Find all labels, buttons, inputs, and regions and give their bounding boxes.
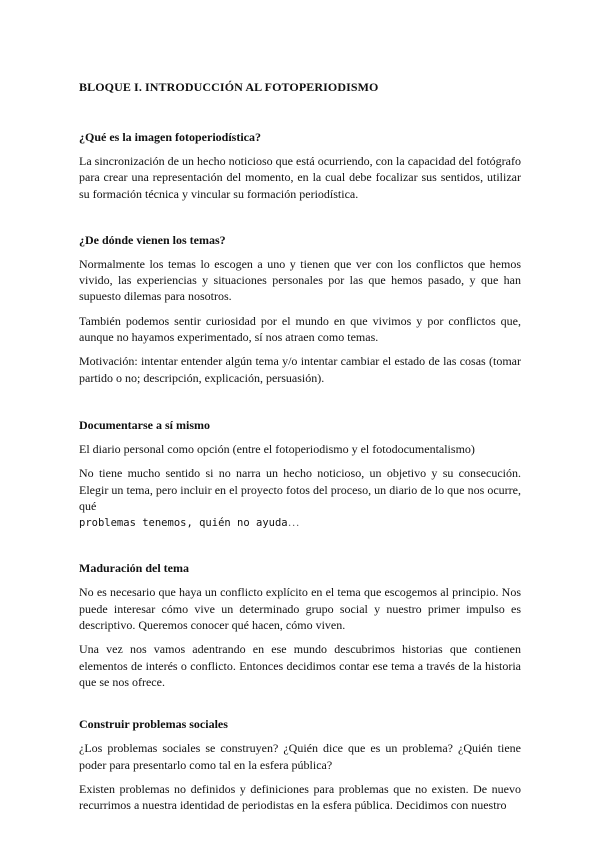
trailing-ellipsis: … (287, 515, 300, 530)
section-heading: Maduración del tema (79, 561, 189, 576)
paragraph-text: No tiene mucho sentido si no narra un hecho noticioso, un objetivo y su consecución. Elegir un tema, pero incluir en el proyecto fotos del proceso, un diario de lo que nos ocurre, qué (79, 466, 521, 513)
paragraph: La sincronización de un hecho noticioso que está ocurriendo, con la capacidad del fotógrafo para crear una representación del momento, en la cual debe focalizar sus sentidos, utilizar su formación técnica y vincular su formación periodística. (79, 154, 521, 201)
paragraph: También podemos sentir curiosidad por el mundo en que vivimos y por conflictos que, aunque no hayamos experimentado, sí nos atraen como temas. (79, 313, 521, 345)
paragraph: ¿Los problemas sociales se construyen? ¿Quién dice que es un problema? ¿Quién tiene poder para presentarlo como tal en la esfera pública? (79, 741, 521, 772)
section-maduracion (79, 560, 521, 690)
section-heading: Documentarse a sí mismo (79, 417, 210, 432)
paragraph: No es necesario que haya un conflicto explícito en el tema que escogemos al principio. Nos puede interesar cómo vive un determinado grupo social y nuestro primer impulso es descriptivo. Queremos conocer qué hacen, cómo viven. (79, 585, 521, 633)
section-imagen-fotoperiodistica (79, 129, 521, 202)
paragraph (79, 465, 521, 514)
section-heading: Construir problemas sociales (79, 717, 228, 732)
section-origen-temas (79, 232, 521, 386)
paragraph-trailing-text: problemas tenemos, quién no ayuda (79, 517, 288, 530)
paragraph: Una vez nos vamos adentrando en ese mundo descubrimos historias que contienen elementos de interés o conflicto. Entonces decidimos contar ese tema a través de la historia que se nos ofrece. (79, 642, 521, 689)
paragraph: Motivación: intentar entender algún tema y/o intentar cambiar el estado de las cosas (tomar partido o no; descripción, explicación, persuasión). (79, 354, 521, 385)
paragraph: Existen problemas no definidos y definiciones para problemas que no existen. De nuevo recurrimos a nuestra identidad de periodistas en la esfera pública. Decidimos con nuestro (79, 781, 521, 813)
section-documentarse (79, 417, 521, 531)
section-problemas-sociales (79, 716, 521, 813)
section-heading: ¿Qué es la imagen fotoperiodística? (79, 130, 261, 144)
paragraph: El diario personal como opción (entre el fotoperiodismo y el fotodocumentalismo) (79, 441, 475, 456)
paragraph-continuation (79, 514, 521, 531)
section-heading: ¿De dónde vienen los temas? (79, 232, 226, 247)
paragraph: Normalmente los temas lo escogen a uno y tienen que ver con los conflictos que hemos vivido, las experiencias y situaciones personales por las que hemos pasado, y que han supuesto dilemas para nosotros. (79, 256, 521, 304)
document-body (79, 79, 521, 837)
document-title: BLOQUE I. INTRODUCCIÓN AL FOTOPERIODISMO (79, 80, 379, 94)
